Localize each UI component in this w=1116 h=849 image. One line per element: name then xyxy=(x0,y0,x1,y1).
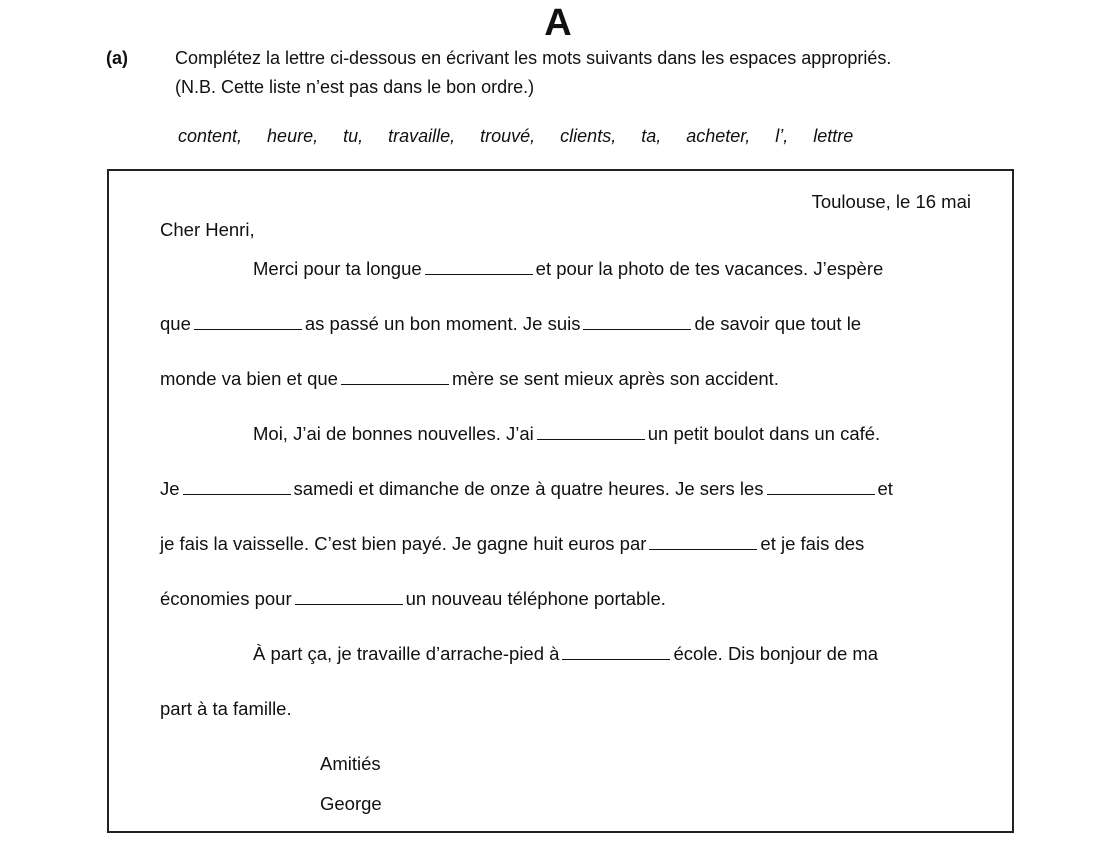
letter-text: et xyxy=(877,478,893,499)
instruction-line-1: Complétez la lettre ci-dessous en écrivant les mots suivants dans les espaces appropriés. xyxy=(175,48,892,68)
blank-8[interactable] xyxy=(649,535,757,550)
letter-text: Moi, J’ai de bonnes nouvelles. J’ai xyxy=(253,423,534,444)
letter-line: part à ta famille. xyxy=(160,698,292,719)
word-bank-item: travaille, xyxy=(388,126,456,146)
letter-signature: George xyxy=(320,793,382,814)
letter-closing: Amitiés xyxy=(320,753,381,774)
blank-1[interactable] xyxy=(425,260,533,275)
word-bank-item: lettre xyxy=(813,126,854,146)
letter-text: je fais la vaisselle. C’est bien payé. Je gagne huit euros par xyxy=(160,533,647,554)
letter-text: Je xyxy=(160,478,180,499)
letter-text: mère se sent mieux après son accident. xyxy=(451,368,779,389)
letter-line xyxy=(160,588,666,610)
letter-text: et pour la photo de tes vacances. J’espère xyxy=(535,258,884,279)
letter-line xyxy=(160,533,864,555)
letter-line xyxy=(253,423,880,445)
letter-text: monde va bien et que xyxy=(160,368,338,389)
letter-text: as passé un bon moment. Je suis xyxy=(304,313,581,334)
letter-line xyxy=(160,313,861,335)
word-bank xyxy=(178,126,878,147)
question-label: (a) xyxy=(106,48,128,68)
letter-text: que xyxy=(160,313,191,334)
letter-line xyxy=(160,478,893,500)
letter-line xyxy=(253,643,878,665)
blank-3[interactable] xyxy=(583,315,691,330)
word-bank-item: clients, xyxy=(560,126,617,146)
letter-text: économies pour xyxy=(160,588,292,609)
letter-date: Toulouse, le 16 mai xyxy=(811,191,971,212)
word-bank-item: tu, xyxy=(343,126,364,146)
blank-6[interactable] xyxy=(183,480,291,495)
letter-text: de savoir que tout le xyxy=(694,313,862,334)
letter-greeting: Cher Henri, xyxy=(160,219,255,240)
word-bank-item: acheter, xyxy=(686,126,751,146)
letter-text: école. Dis bonjour de ma xyxy=(673,643,879,664)
blank-2[interactable] xyxy=(194,315,302,330)
word-bank-item: heure, xyxy=(267,126,319,146)
letter-text: un nouveau téléphone portable. xyxy=(405,588,666,609)
instruction-line-2: (N.B. Cette liste n’est pas dans le bon ordre.) xyxy=(175,77,535,97)
blank-10[interactable] xyxy=(562,645,670,660)
blank-5[interactable] xyxy=(537,425,645,440)
letter-text: À part ça, je travaille d’arrache-pied à xyxy=(253,643,560,664)
letter-line xyxy=(160,368,779,390)
word-bank-item: trouvé, xyxy=(480,126,536,146)
blank-4[interactable] xyxy=(341,370,449,385)
letter-text: et je fais des xyxy=(760,533,865,554)
section-heading: A xyxy=(544,2,572,44)
word-bank-item: content, xyxy=(178,126,243,146)
word-bank-item: l’, xyxy=(775,126,789,146)
blank-9[interactable] xyxy=(295,590,403,605)
letter-text: samedi et dimanche de onze à quatre heures. Je sers les xyxy=(293,478,764,499)
letter-text: Merci pour ta longue xyxy=(253,258,422,279)
letter-text: un petit boulot dans un café. xyxy=(647,423,881,444)
blank-7[interactable] xyxy=(767,480,875,495)
letter-line xyxy=(253,258,883,280)
word-bank-item: ta, xyxy=(641,126,662,146)
